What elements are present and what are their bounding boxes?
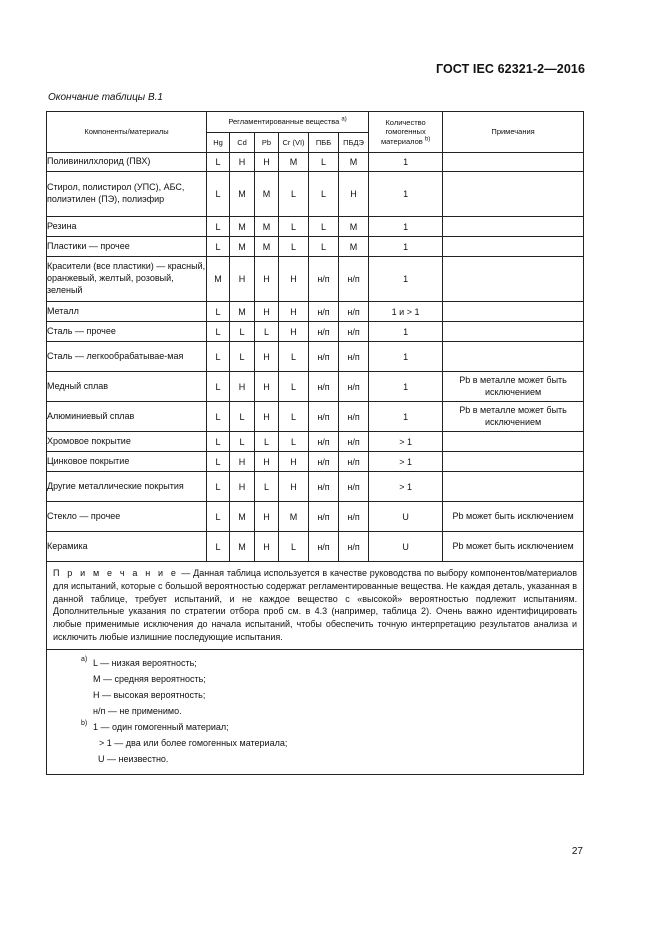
component-cell: Стирол, полистирол (УПС), АБС, полиэтилен (ПЭ), полиэфир xyxy=(47,172,207,217)
footnote-line: L — низкая вероятность; xyxy=(93,657,197,668)
table-caption: Окончание таблицы В.1 xyxy=(48,92,163,103)
probability-cell: H xyxy=(230,153,255,172)
probability-cell: н/п xyxy=(309,402,339,432)
table-footnotes xyxy=(47,649,584,774)
table-row xyxy=(47,302,584,322)
probability-cell: L xyxy=(207,452,230,472)
probability-cell: н/п xyxy=(309,452,339,472)
probability-cell: L xyxy=(207,322,230,342)
probability-cell: H xyxy=(255,342,279,372)
standard-designation: ГОСТ IEC 62321-2—2016 xyxy=(435,62,585,76)
table-row xyxy=(47,432,584,452)
component-cell: Сталь — легкообрабатывае-мая xyxy=(47,342,207,372)
footnote-line: U — неизвестно. xyxy=(98,753,169,764)
probability-cell: H xyxy=(230,452,255,472)
table-row xyxy=(47,372,584,402)
quantity-cell: 1 xyxy=(369,322,443,342)
probability-cell: M xyxy=(255,237,279,257)
probability-cell: M xyxy=(230,302,255,322)
probability-cell: L xyxy=(207,217,230,237)
table-row xyxy=(47,172,584,217)
header-substance: Cr (VI) xyxy=(279,133,309,153)
probability-cell: H xyxy=(339,172,369,217)
note-cell xyxy=(443,172,584,217)
probability-cell: L xyxy=(230,402,255,432)
probability-cell: H xyxy=(230,372,255,402)
component-cell: Хромовое покрытие xyxy=(47,432,207,452)
header-notes: Примечания xyxy=(443,112,584,153)
quantity-cell: U xyxy=(369,502,443,532)
header-component: Компоненты/материалы xyxy=(47,112,207,153)
probability-cell: L xyxy=(207,502,230,532)
probability-cell: L xyxy=(279,172,309,217)
probability-cell: H xyxy=(255,452,279,472)
component-cell: Алюминиевый сплав xyxy=(47,402,207,432)
header-regulated: Регламентированные вещества $^{а)}$ xyxy=(207,112,369,133)
probability-cell: L xyxy=(309,172,339,217)
probability-cell: M xyxy=(279,502,309,532)
probability-cell: M xyxy=(255,172,279,217)
table-row xyxy=(47,322,584,342)
table-row xyxy=(47,217,584,237)
note-cell xyxy=(443,257,584,302)
probability-cell: L xyxy=(230,432,255,452)
probability-cell: H xyxy=(255,372,279,402)
header-substance: Hg xyxy=(207,133,230,153)
probability-cell: н/п xyxy=(309,257,339,302)
quantity-cell: 1 xyxy=(369,237,443,257)
probability-cell: H xyxy=(255,257,279,302)
probability-cell: L xyxy=(279,532,309,562)
page-number: 27 xyxy=(571,846,583,857)
probability-cell: L xyxy=(207,237,230,257)
quantity-cell: 1 и > 1 xyxy=(369,302,443,322)
quantity-cell: 1 xyxy=(369,257,443,302)
component-cell: Красители (все пластики) — красный, оранжевый, желтый, розовый, зеленый xyxy=(47,257,207,302)
component-cell: Керамика xyxy=(47,532,207,562)
note-cell xyxy=(443,432,584,452)
component-cell: Цинковое покрытие xyxy=(47,452,207,472)
probability-cell: M xyxy=(339,237,369,257)
probability-cell: н/п xyxy=(309,502,339,532)
component-cell: Сталь — прочее xyxy=(47,322,207,342)
probability-cell: L xyxy=(207,153,230,172)
probability-cell: M xyxy=(339,153,369,172)
quantity-cell: 1 xyxy=(369,402,443,432)
footnote-line: > 1 — два или более гомогенных материала; xyxy=(99,737,288,748)
probability-cell: н/п xyxy=(339,452,369,472)
probability-cell: M xyxy=(339,217,369,237)
note-cell xyxy=(443,153,584,172)
probability-cell: H xyxy=(255,532,279,562)
probability-cell: H xyxy=(230,257,255,302)
probability-cell: L xyxy=(279,342,309,372)
table-row xyxy=(47,342,584,372)
note-cell xyxy=(443,452,584,472)
table-row xyxy=(47,472,584,502)
note-cell xyxy=(443,342,584,372)
probability-cell: L xyxy=(207,342,230,372)
header-substance: ПББ xyxy=(309,133,339,153)
probability-cell: н/п xyxy=(339,342,369,372)
probability-cell: н/п xyxy=(339,502,369,532)
probability-cell: L xyxy=(230,342,255,372)
table-row xyxy=(47,452,584,472)
probability-cell: L xyxy=(207,302,230,322)
probability-cell: H xyxy=(279,452,309,472)
footnote-mark: b) xyxy=(81,719,88,727)
footnote-line: M — средняя вероятность; xyxy=(93,673,206,684)
probability-cell: н/п xyxy=(339,402,369,432)
probability-cell: н/п xyxy=(339,372,369,402)
header-substance: Pb xyxy=(255,133,279,153)
quantity-cell: > 1 xyxy=(369,472,443,502)
probability-cell: н/п xyxy=(339,472,369,502)
header-quantity: Количество гомогенных материалов $^{b)}$ xyxy=(369,112,443,153)
probability-cell: L xyxy=(255,322,279,342)
probability-cell: L xyxy=(207,172,230,217)
table-row xyxy=(47,257,584,302)
probability-cell: M xyxy=(279,153,309,172)
component-cell: Резина xyxy=(47,217,207,237)
quantity-cell: U xyxy=(369,532,443,562)
probability-cell: н/п xyxy=(309,322,339,342)
quantity-cell: 1 xyxy=(369,372,443,402)
substances-table xyxy=(46,111,584,775)
footnote-line: H — высокая вероятность; xyxy=(93,689,206,700)
table-row xyxy=(47,502,584,532)
probability-cell: н/п xyxy=(309,342,339,372)
probability-cell: H xyxy=(279,472,309,502)
table-row xyxy=(47,532,584,562)
probability-cell: H xyxy=(279,257,309,302)
probability-cell: н/п xyxy=(309,372,339,402)
footnote-mark: а) xyxy=(81,655,88,663)
probability-cell: н/п xyxy=(309,532,339,562)
probability-cell: н/п xyxy=(339,322,369,342)
probability-cell: L xyxy=(309,153,339,172)
probability-cell: L xyxy=(255,432,279,452)
probability-cell: L xyxy=(207,402,230,432)
probability-cell: M xyxy=(230,172,255,217)
note-cell: Pb в металле может быть исключением xyxy=(443,372,584,402)
probability-cell: н/п xyxy=(309,302,339,322)
note-cell xyxy=(443,302,584,322)
probability-cell: M xyxy=(230,237,255,257)
probability-cell: н/п xyxy=(339,302,369,322)
probability-cell: M xyxy=(207,257,230,302)
quantity-cell: 1 xyxy=(369,217,443,237)
probability-cell: L xyxy=(309,237,339,257)
component-cell: Пластики — прочее xyxy=(47,237,207,257)
footnote-line: н/п — не применимо. xyxy=(93,705,182,716)
probability-cell: L xyxy=(279,432,309,452)
note-cell xyxy=(443,237,584,257)
component-cell: Металл xyxy=(47,302,207,322)
probability-cell: H xyxy=(255,302,279,322)
table-note: П р и м е ч а н и е — Данная таблица используется в качестве руководства по выбору компонентов/материалов для испытаний, которые с большой вероятностью содержат регламентированные вещества. Не каждая деталь, указанная в данной таблице, требует испытаний, и не каждое вещество с «высокой» вероятностью подлежит испытаниям. Дополнительные указания по стратегии отбора проб см. в 4.3 (например, таблица 2). Очень важно идентифицировать любые применимые исключения до начала испытаний, чтобы обеспечить точную интерпретацию результатов анализа и исключить любые излишние последующие испытания. xyxy=(47,562,584,650)
quantity-cell: 1 xyxy=(369,172,443,217)
quantity-cell: > 1 xyxy=(369,452,443,472)
table-row xyxy=(47,153,584,172)
probability-cell: H xyxy=(255,502,279,532)
probability-cell: L xyxy=(255,472,279,502)
probability-cell: L xyxy=(207,432,230,452)
probability-cell: M xyxy=(255,217,279,237)
probability-cell: L xyxy=(309,217,339,237)
probability-cell: M xyxy=(230,532,255,562)
probability-cell: L xyxy=(279,237,309,257)
probability-cell: H xyxy=(230,472,255,502)
probability-cell: L xyxy=(207,532,230,562)
header-substance: ПБДЭ xyxy=(339,133,369,153)
table-row xyxy=(47,237,584,257)
note-cell: Pb может быть исключением xyxy=(443,532,584,562)
component-cell: Стекло — прочее xyxy=(47,502,207,532)
probability-cell: M xyxy=(230,502,255,532)
probability-cell: н/п xyxy=(339,257,369,302)
table-row xyxy=(47,402,584,432)
probability-cell: M xyxy=(230,217,255,237)
probability-cell: L xyxy=(207,472,230,502)
note-cell: Pb в металле может быть исключением xyxy=(443,402,584,432)
probability-cell: L xyxy=(207,372,230,402)
component-cell: Медный сплав xyxy=(47,372,207,402)
probability-cell: н/п xyxy=(339,532,369,562)
probability-cell: H xyxy=(279,322,309,342)
probability-cell: H xyxy=(279,302,309,322)
note-cell: Pb может быть исключением xyxy=(443,502,584,532)
probability-cell: L xyxy=(279,402,309,432)
quantity-cell: 1 xyxy=(369,342,443,372)
component-cell: Другие металлические покрытия xyxy=(47,472,207,502)
note-cell xyxy=(443,217,584,237)
probability-cell: H xyxy=(255,402,279,432)
note-cell xyxy=(443,472,584,502)
probability-cell: н/п xyxy=(309,432,339,452)
probability-cell: L xyxy=(230,322,255,342)
probability-cell: L xyxy=(279,372,309,402)
quantity-cell: 1 xyxy=(369,153,443,172)
footnote-line: 1 — один гомогенный материал; xyxy=(93,721,229,732)
component-cell: Поливинилхлорид (ПВХ) xyxy=(47,153,207,172)
probability-cell: н/п xyxy=(309,472,339,502)
header-substance: Cd xyxy=(230,133,255,153)
probability-cell: н/п xyxy=(339,432,369,452)
quantity-cell: > 1 xyxy=(369,432,443,452)
probability-cell: L xyxy=(279,217,309,237)
note-cell xyxy=(443,322,584,342)
probability-cell: H xyxy=(255,153,279,172)
